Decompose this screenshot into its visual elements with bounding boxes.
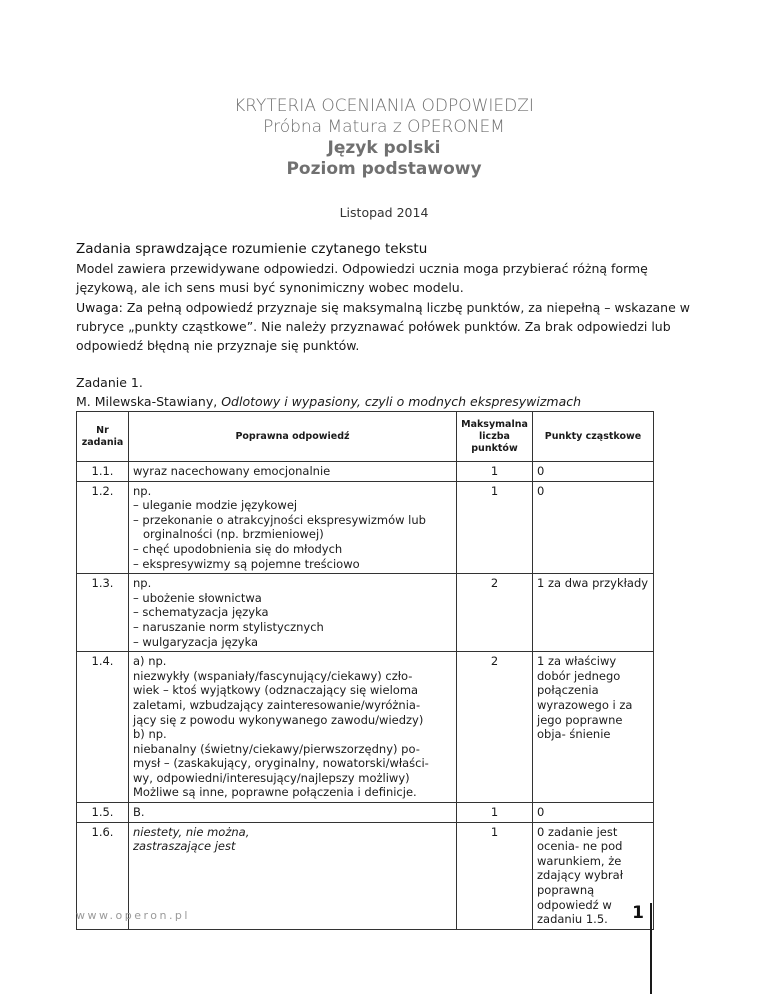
table-row: [77, 462, 654, 482]
answer-line: – ubożenie słownictwa: [133, 590, 262, 605]
answer-line: Możliwe są inne, poprawne połączenia i definicje.: [133, 785, 417, 800]
header-max: Maksymalna liczba punktów: [457, 412, 533, 462]
answer-line: niezwykły (wspaniały/fascynujący/ciekawy) czło-: [133, 668, 413, 683]
row-answer: [129, 574, 457, 652]
exam-title: Próbna Matura z OPERONEM: [263, 117, 505, 137]
answer-line: – uleganie modzie językowej: [133, 498, 298, 513]
answer-line: – wulgaryzacja języka: [133, 634, 259, 649]
task-source: [76, 392, 692, 411]
answer-line: jący się z powodu wykonywanego zawodu/wiedzy): [133, 712, 424, 727]
answer-line: – chęć upodobnienia się do młodych: [133, 541, 343, 556]
header-nr: Nr zadania: [77, 412, 129, 462]
task-title: Zadanie 1.: [76, 375, 143, 390]
page-edge-bar: [650, 903, 652, 994]
row-answer: [129, 481, 457, 574]
answer-line: – ekspresywizmy są pojemne treściowo: [133, 556, 360, 571]
row-partial-points: 0: [533, 481, 654, 574]
row-partial-points: 0: [533, 462, 654, 482]
subject-title: Język polski: [327, 138, 441, 158]
table-row: [77, 481, 654, 574]
exam-date: Listopad 2014: [339, 205, 429, 220]
row-nr: 1.3.: [77, 574, 129, 652]
task-source-title: Odlotowy i wypasiony, czyli o modnych ekspresywizmach: [221, 394, 582, 409]
note-text: Za pełną odpowiedź przyznaje się maksymalną liczbę punktów, za niepełną – wskazane w rubryce „punkty cząstkowe”. Nie należy przyznawać połówek punktów. Za brak odpowiedzi lub odpowiedź błędną nie przyznaje się punktów.: [76, 300, 690, 353]
answer-line: b) np.: [133, 727, 167, 742]
section-intro: [76, 240, 692, 297]
scoring-note: [76, 298, 692, 355]
header-partial: Punkty cząstkowe: [533, 412, 654, 462]
answer-line: mysł – (zaskakujący, oryginalny, nowatorski/właści-: [133, 756, 429, 771]
table-row: [77, 803, 654, 823]
answer-line: a) np.: [133, 654, 167, 669]
section-intro-text: Model zawiera przewidywane odpowiedzi. Odpowiedzi ucznia moga przybierać różną formę językową, ale ich sens musi być synonimiczny wobec modelu.: [76, 261, 648, 295]
row-nr: 1.5.: [77, 803, 129, 823]
task-heading: [76, 373, 692, 411]
row-answer: [129, 652, 457, 803]
row-max-points: 1: [457, 803, 533, 823]
document-header: [0, 96, 768, 180]
answer-line: niestety, nie można,: [133, 824, 250, 839]
answer-line: np.: [133, 576, 152, 591]
table-header-row: [77, 412, 654, 462]
task-author: M. Milewska-Stawiany,: [76, 394, 222, 409]
answer-line: niebanalny (świetny/ciekawy/pierwszorzędny) po-: [133, 741, 420, 756]
row-max-points: 1: [457, 822, 533, 929]
note-label: Uwaga:: [76, 300, 123, 315]
table-row: [77, 574, 654, 652]
row-max-points: 2: [457, 574, 533, 652]
row-nr: 1.4.: [77, 652, 129, 803]
row-answer: [129, 803, 457, 823]
answer-line: – przekonanie o atrakcyjności ekspresywizmów lub: [133, 512, 426, 527]
criteria-title: KRYTERIA OCENIANIA ODPOWIEDZI: [234, 96, 534, 116]
answer-line: – naruszanie norm stylistycznych: [133, 619, 324, 634]
footer-url: www.operon.pl: [76, 909, 190, 922]
header-answer: Poprawna odpowiedź: [129, 412, 457, 462]
scoring-table: [76, 411, 654, 930]
row-nr: 1.2.: [77, 481, 129, 574]
page-number: 1: [632, 903, 644, 923]
answer-line: wiek – ktoś wyjątkowy (odznaczający się wieloma: [133, 683, 419, 698]
row-answer: [129, 462, 457, 482]
row-max-points: 1: [457, 462, 533, 482]
row-partial-points: 1 za dwa przykłady: [533, 574, 654, 652]
table-row: [77, 652, 654, 803]
level-title: Poziom podstawowy: [286, 159, 482, 179]
scoring-table-wrapper: [76, 411, 653, 930]
answer-line: wyraz nacechowany emocjonalnie: [133, 464, 331, 478]
answer-line: wy, odpowiedni/interesujący/najlepszy możliwy): [133, 770, 410, 785]
answer-line: B.: [133, 805, 145, 820]
row-nr: 1.1.: [77, 462, 129, 482]
row-nr: 1.6.: [77, 822, 129, 929]
answer-line: – schematyzacja języka: [133, 605, 269, 620]
answer-line: np.: [133, 483, 152, 498]
row-partial-points: 0 zadanie jest ocenia- ne pod warunkiem, że zdający wybrał poprawną odpowiedź w zadaniu 1.5.: [533, 822, 654, 929]
row-partial-points: 1 za właściwy dobór jednego połączenia wyrazowego i za jego poprawne obja- śnienie: [533, 652, 654, 803]
section-heading: Zadania sprawdzające rozumienie czytanego tekstu: [76, 241, 428, 257]
answer-line: zaletami, wzbudzający zainteresowanie/wyróżnia-: [133, 697, 421, 712]
answer-line: zastraszające jest: [133, 839, 236, 854]
row-max-points: 2: [457, 652, 533, 803]
row-max-points: 1: [457, 481, 533, 574]
row-partial-points: 0: [533, 803, 654, 823]
answer-line: orginalności (np. brzmieniowej): [143, 527, 324, 542]
